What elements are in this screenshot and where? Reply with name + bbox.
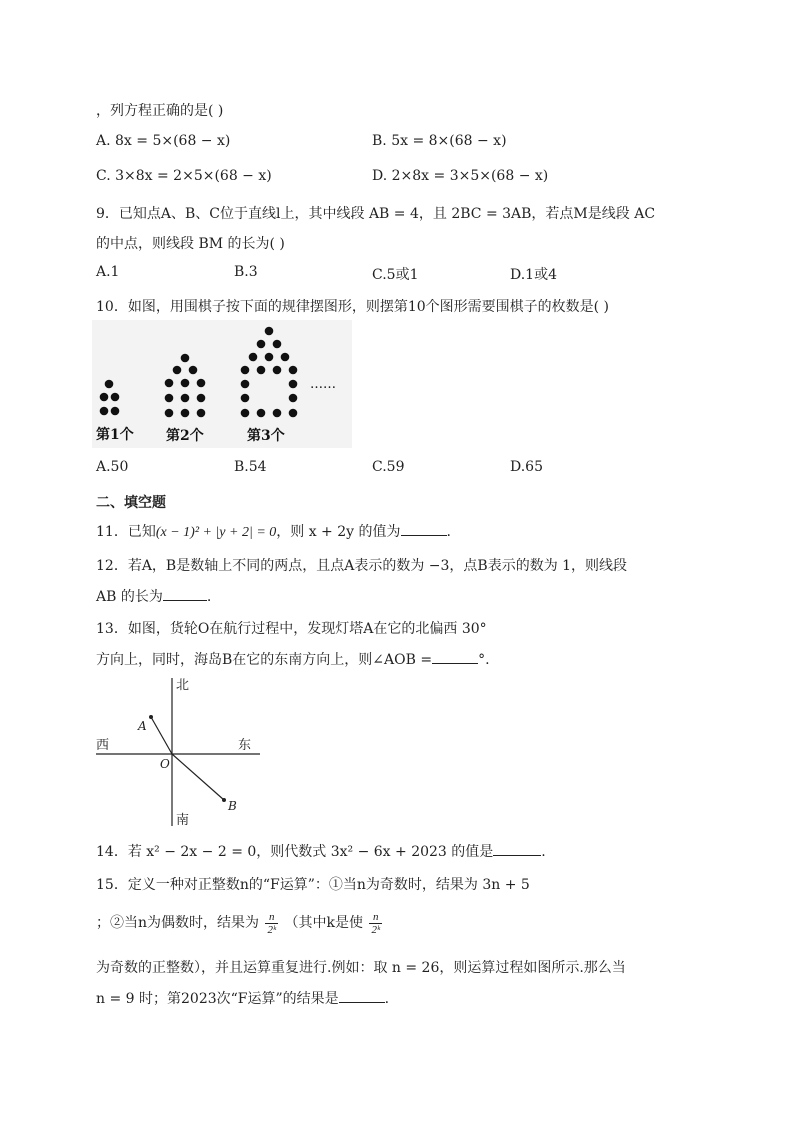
q9-line2: 的中点，则线段 BM 的长为( ) [96, 236, 285, 252]
q8-option-d: D. 2×8x = 3×5×(68 − x) [372, 168, 549, 184]
stone [111, 393, 120, 402]
stone [165, 409, 174, 418]
q14-answer-blank[interactable] [493, 841, 541, 856]
stone [289, 409, 298, 418]
q13-end: °. [478, 652, 490, 668]
q8-option-a: A. 8x = 5×(68 − x) [96, 133, 231, 149]
stone [241, 409, 250, 418]
stone [241, 394, 250, 403]
q8-option-b: B. 5x = 8×(68 − x) [372, 133, 507, 149]
q9-option-d: D.1或4 [510, 267, 557, 283]
q8-option-c: C. 3×8x = 2×5×(68 − x) [96, 168, 272, 184]
q15-answer-blank[interactable] [339, 988, 385, 1003]
stone [281, 353, 290, 362]
fraction-numerator: n [369, 911, 382, 924]
stone [289, 380, 298, 389]
fraction-n-over-2k [265, 911, 278, 936]
section-title: 二、填空题 [96, 495, 166, 511]
figure-label-1: 第1个 [96, 427, 134, 443]
q15-line4-pre: n = 9 时；第2023次“F运算”的结果是 [96, 991, 339, 1007]
label-west: 西 [96, 738, 110, 753]
q9-option-c: C.5或1 [372, 267, 419, 283]
stone [241, 366, 250, 375]
stone [111, 407, 120, 416]
stone [257, 409, 266, 418]
q12-line2 [96, 586, 211, 606]
stone [289, 394, 298, 403]
q15-end: . [384, 991, 390, 1007]
q8-stem: ，列方程正确的是( ) [96, 103, 224, 119]
stone [265, 353, 274, 362]
point-b [222, 798, 226, 802]
q9-option-a: A.1 [96, 264, 120, 280]
q15-line2 [96, 906, 384, 940]
compass-diagram [90, 672, 270, 832]
q12-answer-blank[interactable] [163, 586, 207, 601]
q13-line2 [96, 649, 490, 669]
q11-expr: (x − 1)² + |y + 2| = 0 [155, 525, 277, 540]
q11-pre: 11．已知 [96, 524, 156, 540]
q13-answer-blank[interactable] [432, 649, 478, 664]
stone [241, 380, 250, 389]
stone [265, 327, 274, 336]
fraction-denominator: 2ᵏ [267, 923, 277, 936]
stone [197, 409, 206, 418]
stone [257, 340, 266, 349]
q15-line2-a: ；②当n为偶数时，结果为 [96, 915, 260, 931]
label-south: 南 [176, 813, 190, 828]
ray-ob [172, 754, 224, 800]
stone [165, 379, 174, 388]
q11-end: . [446, 524, 451, 540]
stone [181, 354, 190, 363]
stone [249, 353, 258, 362]
q13-line2-pre: 方向上，同时，海岛B在它的东南方向上，则∠AOB = [96, 652, 433, 668]
q11-mid: ，则 x + 2y 的值为 [276, 524, 401, 540]
q10-option-c: C.59 [372, 459, 405, 475]
figure-label-2: 第2个 [166, 428, 204, 444]
q10-option-b: B.54 [234, 459, 267, 475]
fraction-denominator: 2ᵏ [371, 923, 381, 936]
point-a [149, 715, 153, 719]
q13-line1: 13．如图，货轮O在航行过程中，发现灯塔A在它的北偏西 30° [96, 621, 487, 637]
stone [273, 366, 282, 375]
stone [197, 394, 206, 403]
stone [273, 409, 282, 418]
label-a: A [138, 719, 147, 733]
stone [289, 366, 298, 375]
ray-oa [151, 717, 172, 754]
q10-stem: 10．如图，用围棋子按下面的规律摆图形，则摆第10个图形需要围棋子的枚数是( ) [96, 299, 610, 315]
stone [257, 366, 266, 375]
q14 [96, 841, 546, 861]
go-stones-pattern-figure [92, 320, 352, 448]
q9-line1: 9．已知点A、B、C位于直线l上，其中线段 AB = 4，且 2BC = 3AB，若点M是线段 AC [96, 206, 656, 222]
fraction-n-over-2k [369, 911, 382, 936]
q9-option-b: B.3 [234, 264, 258, 280]
continuation-dots: …… [310, 377, 336, 392]
q12-end: . [206, 589, 212, 605]
stone [100, 407, 109, 416]
label-north: 北 [176, 678, 190, 693]
q14-pre: 14．若 x² − 2x − 2 = 0，则代数式 3x² − 6x + 2023 的值是 [96, 844, 494, 860]
stone [197, 379, 206, 388]
q12-line1: 12．若A，B是数轴上不同的两点，且点A表示的数为 −3，点B表示的数为 1，则线段 [96, 558, 628, 574]
stone [273, 340, 282, 349]
q15-line1: 15．定义一种对正整数n的“F运算”：①当n为奇数时，结果为 3n + 5 [96, 877, 530, 893]
q11-answer-blank[interactable] [401, 521, 447, 536]
q12-line2-pre: AB 的长为 [96, 589, 163, 605]
label-o: O [160, 757, 170, 771]
figure-label-3: 第3个 [247, 428, 285, 444]
label-b: B [228, 799, 237, 813]
stone [181, 379, 190, 388]
stone [165, 394, 174, 403]
fraction-numerator: n [265, 911, 278, 924]
label-east: 东 [238, 738, 252, 753]
q14-end: . [541, 844, 546, 860]
stone [181, 394, 190, 403]
stone [100, 393, 109, 402]
stone [181, 409, 190, 418]
stone [189, 366, 198, 375]
q11 [96, 521, 451, 541]
q15-line4 [96, 988, 389, 1008]
q10-option-a: A.50 [96, 459, 129, 475]
q15-line3: 为奇数的正整数），并且运算重复进行.例如：取 n = 26，则运算过程如图所示.那么当 [96, 960, 626, 976]
stone [173, 366, 182, 375]
q10-option-d: D.65 [510, 459, 543, 475]
stone [105, 380, 114, 389]
q15-line2-b: （其中k是使 [284, 915, 364, 931]
